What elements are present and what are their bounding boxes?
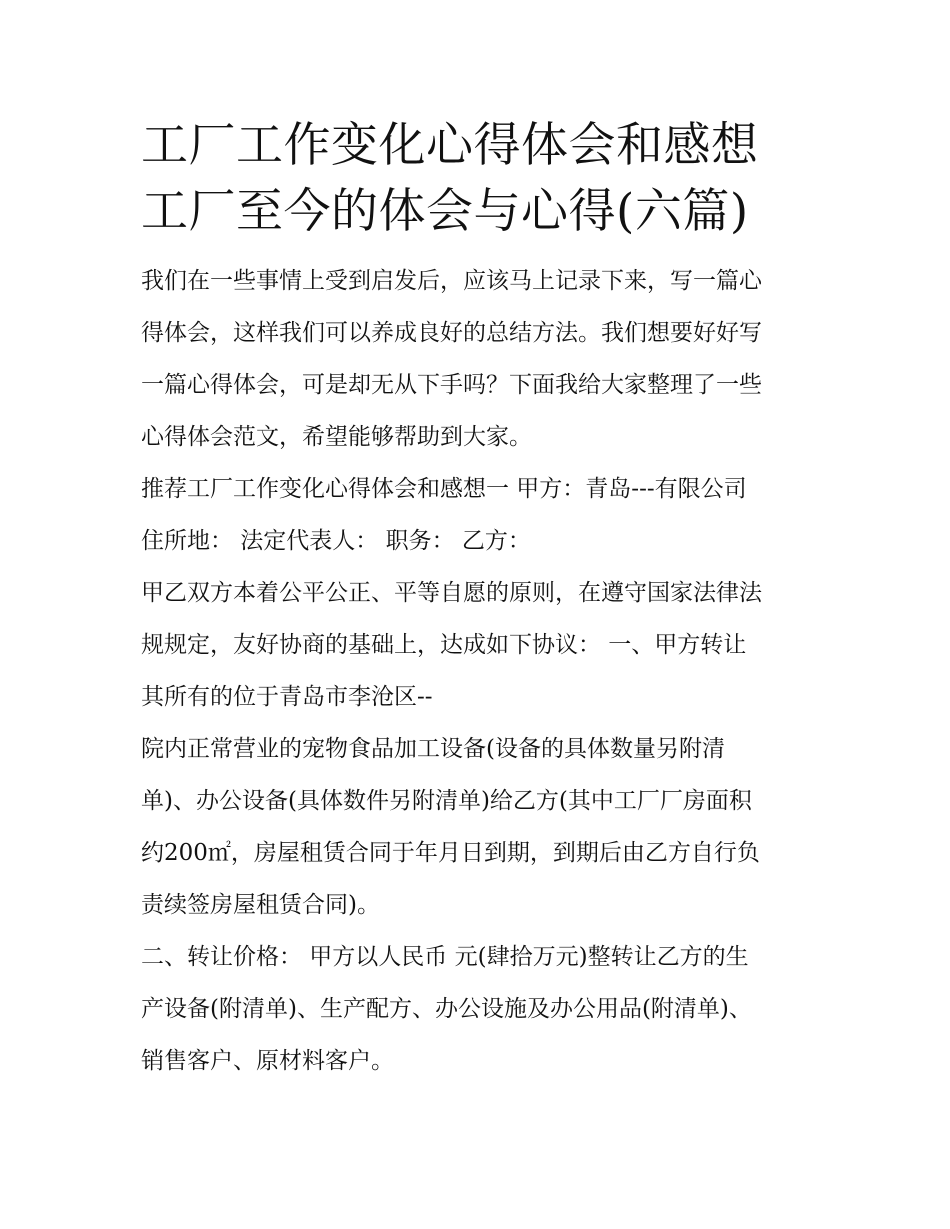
title-line-1: 工厂工作变化心得体会和感想 <box>141 118 759 173</box>
text-line: 甲乙双方本着公平公正、平等自愿的原则，在遵守国家法律法 <box>141 580 762 606</box>
paragraph-principles <box>141 567 821 723</box>
text-line: 规规定，友好协商的基础上，达成如下协议： 一、甲方转让 <box>141 632 747 658</box>
text-line: 其所有的位于青岛市李沧区-- <box>141 684 433 710</box>
paragraph-price <box>141 931 821 1087</box>
paragraph-parties <box>141 463 821 567</box>
title-line-2: 工厂至今的体会与心得(六篇) <box>141 184 749 239</box>
text-line: 二、转让价格： 甲方以人民币 元(肆拾万元)整转让乙方的生 <box>141 944 749 970</box>
text-line: 单)、办公设备(具体数件另附清单)给乙方(其中工厂厂房面积 <box>141 788 752 814</box>
text-line: 心得体会范文，希望能够帮助到大家。 <box>141 424 532 450</box>
paragraph-equipment <box>141 723 821 931</box>
text-line: 我们在一些事情上受到启发后，应该马上记录下来，写一篇心 <box>141 268 762 294</box>
text-line: 责续签房屋租赁合同)。 <box>141 892 380 918</box>
text-line: 得体会，这样我们可以养成良好的总结方法。我们想要好好写 <box>141 320 762 346</box>
paragraph-intro <box>141 255 821 463</box>
text-line: 推荐工厂工作变化心得体会和感想一 甲方：青岛---有限公司 <box>141 476 747 502</box>
text-line: 销售客户、原材料客户。 <box>141 1048 394 1074</box>
text-line: 约200㎡，房屋租赁合同于年月日到期，到期后由乙方自行负 <box>141 840 760 866</box>
text-line: 一篇心得体会，可是却无从下手吗？下面我给大家整理了一些 <box>141 372 762 398</box>
text-line: 住所地： 法定代表人： 职务： 乙方： <box>141 528 531 554</box>
text-line: 产设备(附清单)、生产配方、办公设施及办公用品(附清单)、 <box>141 996 752 1022</box>
document-page <box>141 113 821 1087</box>
document-title <box>141 113 821 245</box>
text-line: 院内正常营业的宠物食品加工设备(设备的具体数量另附清 <box>141 736 725 762</box>
